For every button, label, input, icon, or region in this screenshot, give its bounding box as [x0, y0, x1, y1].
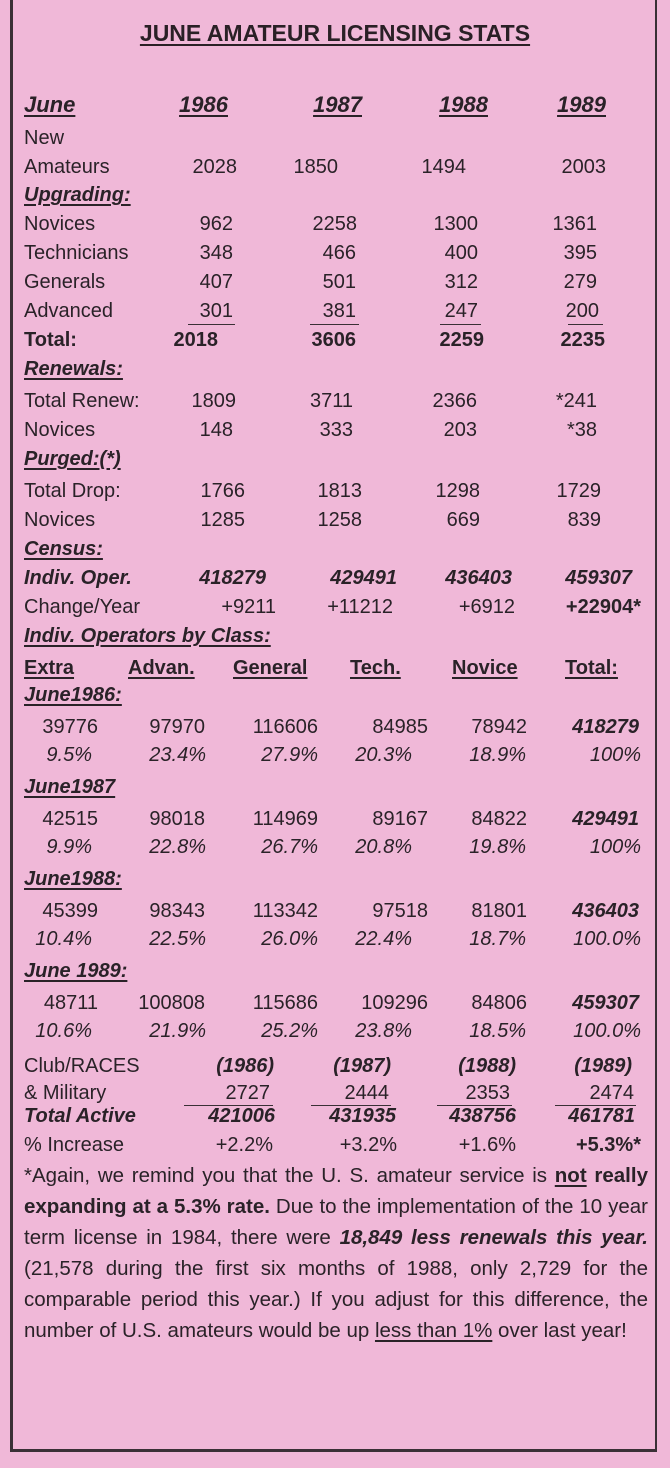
table-cell: 438756	[449, 1105, 516, 1127]
percent-cell: 100%	[589, 836, 641, 858]
table-cell: 1813	[317, 480, 362, 502]
percent-cell: 22.4%	[355, 928, 412, 950]
underline-rule	[437, 1105, 512, 1106]
table-cell: 429491	[572, 808, 639, 830]
header-year: 1989	[557, 92, 606, 117]
table-cell: 39776	[42, 716, 98, 738]
row-label: New	[24, 127, 65, 149]
percent-cell: 23.4%	[149, 744, 206, 766]
table-cell: 1361	[552, 213, 597, 235]
percent-cell: 9.9%	[46, 836, 92, 858]
table-cell: 418279	[572, 716, 639, 738]
row-label: Club/RACES	[24, 1055, 140, 1077]
row-label: Indiv. Oper.	[24, 567, 132, 589]
table-cell: 84985	[372, 716, 428, 738]
column-header: (1986)	[216, 1055, 274, 1077]
table-cell: +9211	[221, 596, 276, 618]
header-june: June	[24, 92, 76, 117]
table-cell: 348	[199, 242, 233, 264]
table-cell: 1809	[191, 390, 236, 412]
table-cell: +11212	[327, 596, 393, 618]
underline-rule	[568, 324, 603, 325]
table-cell: 1300	[433, 213, 478, 235]
table-cell: 3606	[311, 329, 356, 351]
row-label: Total:	[24, 329, 77, 351]
percent-cell: 10.6%	[35, 1020, 92, 1042]
table-cell: 45399	[42, 900, 98, 922]
section-heading: Census:	[24, 538, 103, 560]
column-header: General	[233, 657, 308, 679]
percent-cell: 18.7%	[469, 928, 526, 950]
section-heading: Purged:(*)	[24, 448, 121, 470]
percent-cell: 22.5%	[149, 928, 206, 950]
row-label: Total Drop:	[24, 480, 121, 502]
table-cell: 2258	[312, 213, 357, 235]
note-text-2: really expanding at a 5.3% rate.	[24, 1164, 648, 1218]
table-cell: 203	[443, 419, 477, 441]
group-heading: June 1989:	[24, 960, 128, 982]
table-cell: 100808	[138, 992, 205, 1014]
table-cell: +5.3%*	[575, 1134, 641, 1156]
table-cell: 1729	[556, 480, 601, 502]
percent-cell: 20.8%	[355, 836, 412, 858]
table-cell: 669	[446, 509, 480, 531]
table-cell: *38	[566, 419, 597, 441]
row-label: Generals	[24, 271, 106, 293]
note-emphasis: 18,849 less renewals this year.	[339, 1226, 648, 1249]
section-heading: Indiv. Operators by Class:	[24, 625, 271, 647]
table-cell: 429491	[330, 567, 397, 589]
column-header: (1988)	[458, 1055, 516, 1077]
table-cell: 1285	[200, 509, 245, 531]
table-cell: 381	[322, 300, 356, 322]
table-cell: 2353	[465, 1082, 510, 1104]
percent-cell: 23.8%	[355, 1020, 412, 1042]
table-cell: 2235	[560, 329, 605, 351]
table-cell: 97518	[372, 900, 428, 922]
table-cell: 436403	[445, 567, 512, 589]
percent-cell: 25.2%	[261, 1020, 318, 1042]
row-label: Total Renew:	[24, 390, 140, 412]
header-year: 1986	[179, 92, 228, 117]
underline-rule	[555, 1105, 636, 1106]
table-cell: 116606	[252, 716, 318, 738]
page-title: JUNE AMATEUR LICENSING STATS	[139, 20, 531, 46]
table-cell: 1258	[317, 509, 362, 531]
percent-cell: 20.3%	[355, 744, 412, 766]
underline-rule	[440, 324, 481, 325]
table-cell: 333	[319, 419, 353, 441]
table-cell: 2444	[344, 1082, 389, 1104]
row-label: Total Active	[24, 1105, 136, 1127]
table-cell: 418279	[199, 567, 266, 589]
percent-cell: 100.0%	[573, 1020, 641, 1042]
table-cell: 461781	[568, 1105, 635, 1127]
table-cell: 466	[322, 242, 356, 264]
table-cell: 1766	[200, 480, 245, 502]
table-cell: 962	[199, 213, 233, 235]
table-cell: 81801	[471, 900, 527, 922]
table-cell: 113342	[252, 900, 318, 922]
column-header: (1987)	[333, 1055, 391, 1077]
percent-cell: 26.7%	[261, 836, 318, 858]
table-cell: 2727	[225, 1082, 270, 1104]
table-cell: 279	[563, 271, 597, 293]
table-cell: 2474	[589, 1082, 634, 1104]
percent-cell: 10.4%	[35, 928, 92, 950]
row-label: Novices	[24, 419, 96, 441]
percent-cell: 9.5%	[46, 744, 92, 766]
underline-rule	[311, 1105, 391, 1106]
table-cell: 48711	[43, 992, 98, 1014]
table-cell: 1494	[421, 156, 466, 178]
section-heading: Upgrading:	[24, 184, 131, 206]
table-cell: 200	[565, 300, 599, 322]
underline-rule	[188, 324, 235, 325]
underline-rule	[184, 1105, 273, 1106]
column-header: Advan.	[128, 657, 195, 679]
table-cell: 114969	[252, 808, 318, 830]
table-cell: 3711	[309, 390, 353, 412]
table-cell: 98343	[149, 900, 205, 922]
group-heading: June1987	[24, 776, 116, 798]
table-cell: +3.2%	[339, 1134, 397, 1156]
table-cell: +6912	[458, 596, 515, 618]
column-header: Tech.	[350, 657, 401, 679]
table-cell: 1298	[435, 480, 480, 502]
row-label: Amateurs	[24, 156, 110, 178]
group-heading: June1988:	[24, 868, 122, 890]
percent-cell: 19.8%	[469, 836, 526, 858]
table-cell: 1850	[293, 156, 338, 178]
row-label: Novices	[24, 213, 96, 235]
footnote	[24, 1160, 648, 1346]
table-cell: 839	[567, 509, 601, 531]
table-cell: 247	[444, 300, 478, 322]
percent-cell: 27.9%	[261, 744, 318, 766]
table-cell: 97970	[149, 716, 205, 738]
table-cell: +22904*	[565, 596, 641, 618]
note-less-than: less than 1%	[374, 1319, 493, 1342]
table-cell: 400	[444, 242, 478, 264]
table-cell: +1.6%	[458, 1134, 516, 1156]
table-cell: 436403	[572, 900, 639, 922]
table-cell: 2028	[192, 156, 237, 178]
percent-cell: 100%	[589, 744, 641, 766]
table-cell: +2.2%	[215, 1134, 273, 1156]
table-cell: 459307	[565, 567, 632, 589]
table-cell: 84822	[471, 808, 527, 830]
table-cell: 78942	[471, 716, 527, 738]
note-text-5: (21,578 during the first six months of 1988, only 2,729 for the comparable period this year.) If you adjust for this difference, the number of U.S. amateurs would be up	[24, 1257, 648, 1342]
column-header: Novice	[452, 657, 518, 679]
table-cell: 2366	[432, 390, 477, 412]
percent-cell: 100.0%	[573, 928, 641, 950]
row-label: Advanced	[24, 300, 113, 322]
table-cell: 98018	[149, 808, 205, 830]
underline-rule	[310, 324, 359, 325]
table-cell: 501	[322, 271, 356, 293]
table-cell: 2003	[561, 156, 606, 178]
table-cell: 115686	[252, 992, 318, 1014]
table-cell: *241	[555, 390, 597, 412]
table-cell: 2259	[439, 329, 484, 351]
header-year: 1987	[313, 92, 362, 117]
table-cell: 431935	[329, 1105, 396, 1127]
percent-cell: 21.9%	[149, 1020, 206, 1042]
column-header: Total:	[565, 657, 618, 679]
table-cell: 84806	[471, 992, 527, 1014]
column-header: (1989)	[574, 1055, 632, 1077]
column-header: Extra	[24, 657, 75, 679]
table-cell: 2018	[173, 329, 218, 351]
percent-cell: 18.9%	[469, 744, 526, 766]
table-cell: 395	[563, 242, 597, 264]
percent-cell: 18.5%	[469, 1020, 526, 1042]
table-cell: 459307	[572, 992, 639, 1014]
note-text-3: Due to the implementation of the 10 year term license in 1984, there were	[24, 1195, 648, 1249]
percent-cell: 26.0%	[261, 928, 318, 950]
note-not-underlined: not	[554, 1164, 587, 1187]
table-cell: 89167	[372, 808, 428, 830]
table-cell: 42515	[42, 808, 98, 830]
table-cell: 109296	[361, 992, 428, 1014]
group-heading: June1986:	[24, 684, 122, 706]
note-text-7: over last year!	[492, 1319, 627, 1342]
table-cell: 421006	[208, 1105, 275, 1127]
row-label: Technicians	[24, 242, 129, 264]
row-label: Novices	[24, 509, 96, 531]
header-year: 1988	[439, 92, 488, 117]
table-cell: 301	[199, 300, 233, 322]
section-heading: Renewals:	[24, 358, 123, 380]
note-text-1: *Again, we remind you that the U. S. amateur service is	[24, 1164, 555, 1187]
table-cell: 407	[199, 271, 233, 293]
row-label: Change/Year	[24, 596, 141, 618]
table-cell: 148	[199, 419, 233, 441]
row-label: & Military	[24, 1082, 107, 1104]
percent-cell: 22.8%	[149, 836, 206, 858]
row-label: % Increase	[24, 1134, 125, 1156]
table-cell: 312	[444, 271, 478, 293]
